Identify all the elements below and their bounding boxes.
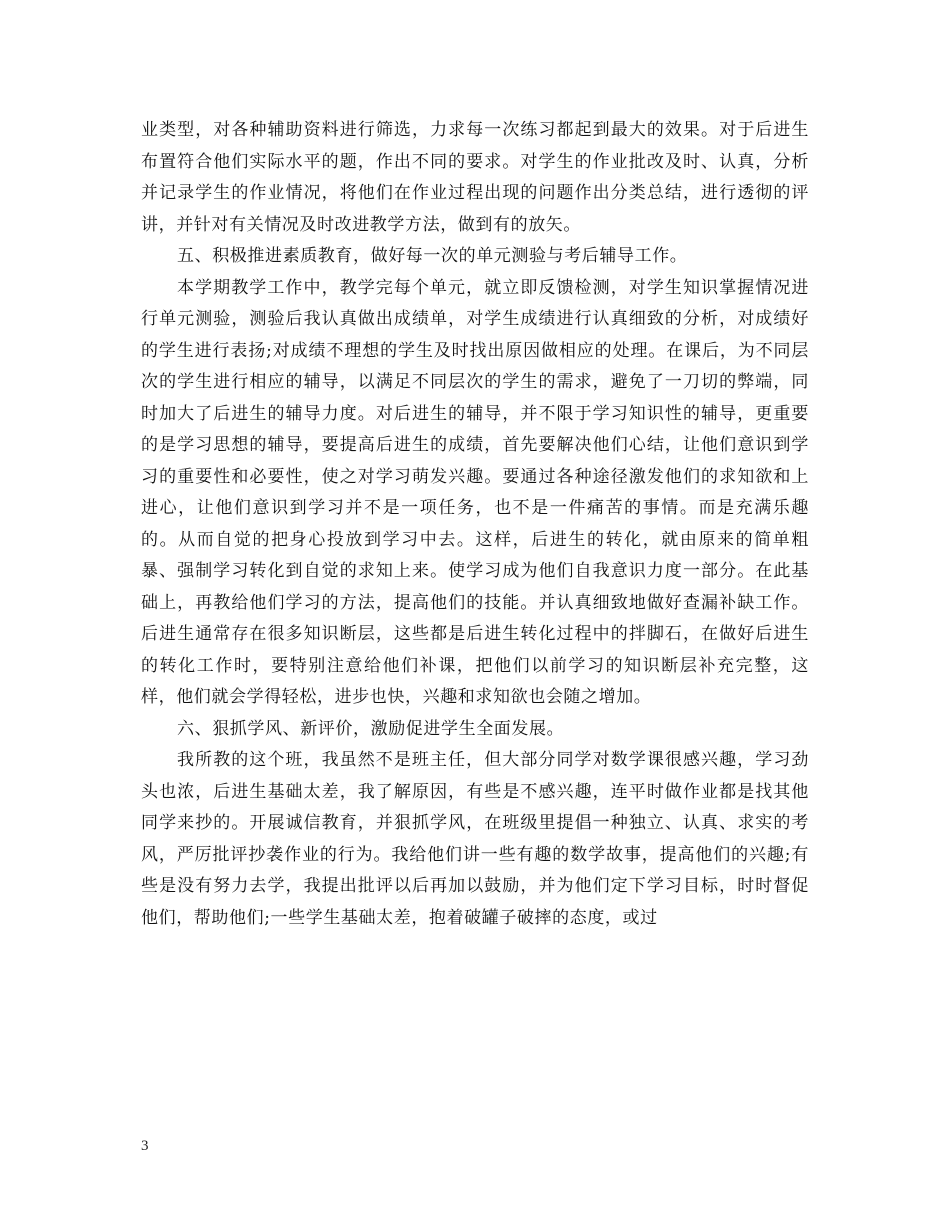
section-heading-five: 五、积极推进素质教育，做好每一次的单元测验与考后辅导工作。 [177,246,688,266]
paragraph-continuation: 业类型，对各种辅助资料进行筛选，力求每一次练习都起到最大的效果。对于后进生布置符合他们实际水平的题，作出不同的要求。对学生的作业批改及时、认真，分析并记录学生的作业情况，将他们在作业过程出现的问题作出分类总结，进行透彻的评讲，并针对有关情况及时改进教学方法，做到有的放矢。 [141,120,809,235]
paragraph-study-style: 我所教的这个班，我虽然不是班主任，但大部分同学对数学课很感兴趣，学习劲头也浓，后进生基础太差，我了解原因，有些是不感兴趣，连平时做作业都是找其他同学来抄的。开展诚信教育，并狠抓学风，在班级里提倡一种独立、认真、求实的考风，严厉批评抄袭作业的行为。我给他们讲一些有趣的数学故事，提高他们的兴趣;有些是没有努力去学，我提出批评以后再加以鼓励，并为他们定下学习目标，时时督促他们，帮助他们;一些学生基础太差，抱着破罐子破摔的态度，或过 [141,750,809,928]
page-number: 3 [141,1138,149,1154]
section-heading-six: 六、狠抓学风、新评价，激励促进学生全面发展。 [177,718,565,739]
paragraph-unit-testing: 本学期教学工作中，教学完每个单元，就立即反馈检测，对学生知识掌握情况进行单元测验，测验后我认真做出成绩单，对学生成绩进行认真细致的分析，对成绩好的学生进行表扬;对成绩不理想的学生及时找出原因做相应的处理。在课后，为不同层次的学生进行相应的辅导，以满足不同层次的学生的需求，避免了一刀切的弊端，同时加大了后进生的辅导力度。对后进生的辅导，并不限于学习知识性的辅导，更重要的是学习思想的辅导，要提高后进生的成绩，首先要解决他们心结，让他们意识到学习的重要性和必要性，使之对学习萌发兴趣。要通过各种途径激发他们的求知欲和上进心，让他们意识到学习并不是一项任务，也不是一件痛苦的事情。而是充满乐趣的。从而自觉的把身心投放到学习中去。这样，后进生的转化，就由原来的简单粗暴、强制学习转化到自觉的求知上来。使学习成为他们自我意识力度一部分。在此基础上，再教给他们学习的方法，提高他们的技能。并认真细致地做好查漏补缺工作。后进生通常存在很多知识断层，这些都是后进生转化过程中的拌脚石，在做好后进生的转化工作时，要特别注意给他们补课，把他们以前学习的知识断层补充完整，这样，他们就会学得轻松，进步也快，兴趣和求知欲也会随之增加。 [141,277,809,707]
document-body [141,115,809,934]
